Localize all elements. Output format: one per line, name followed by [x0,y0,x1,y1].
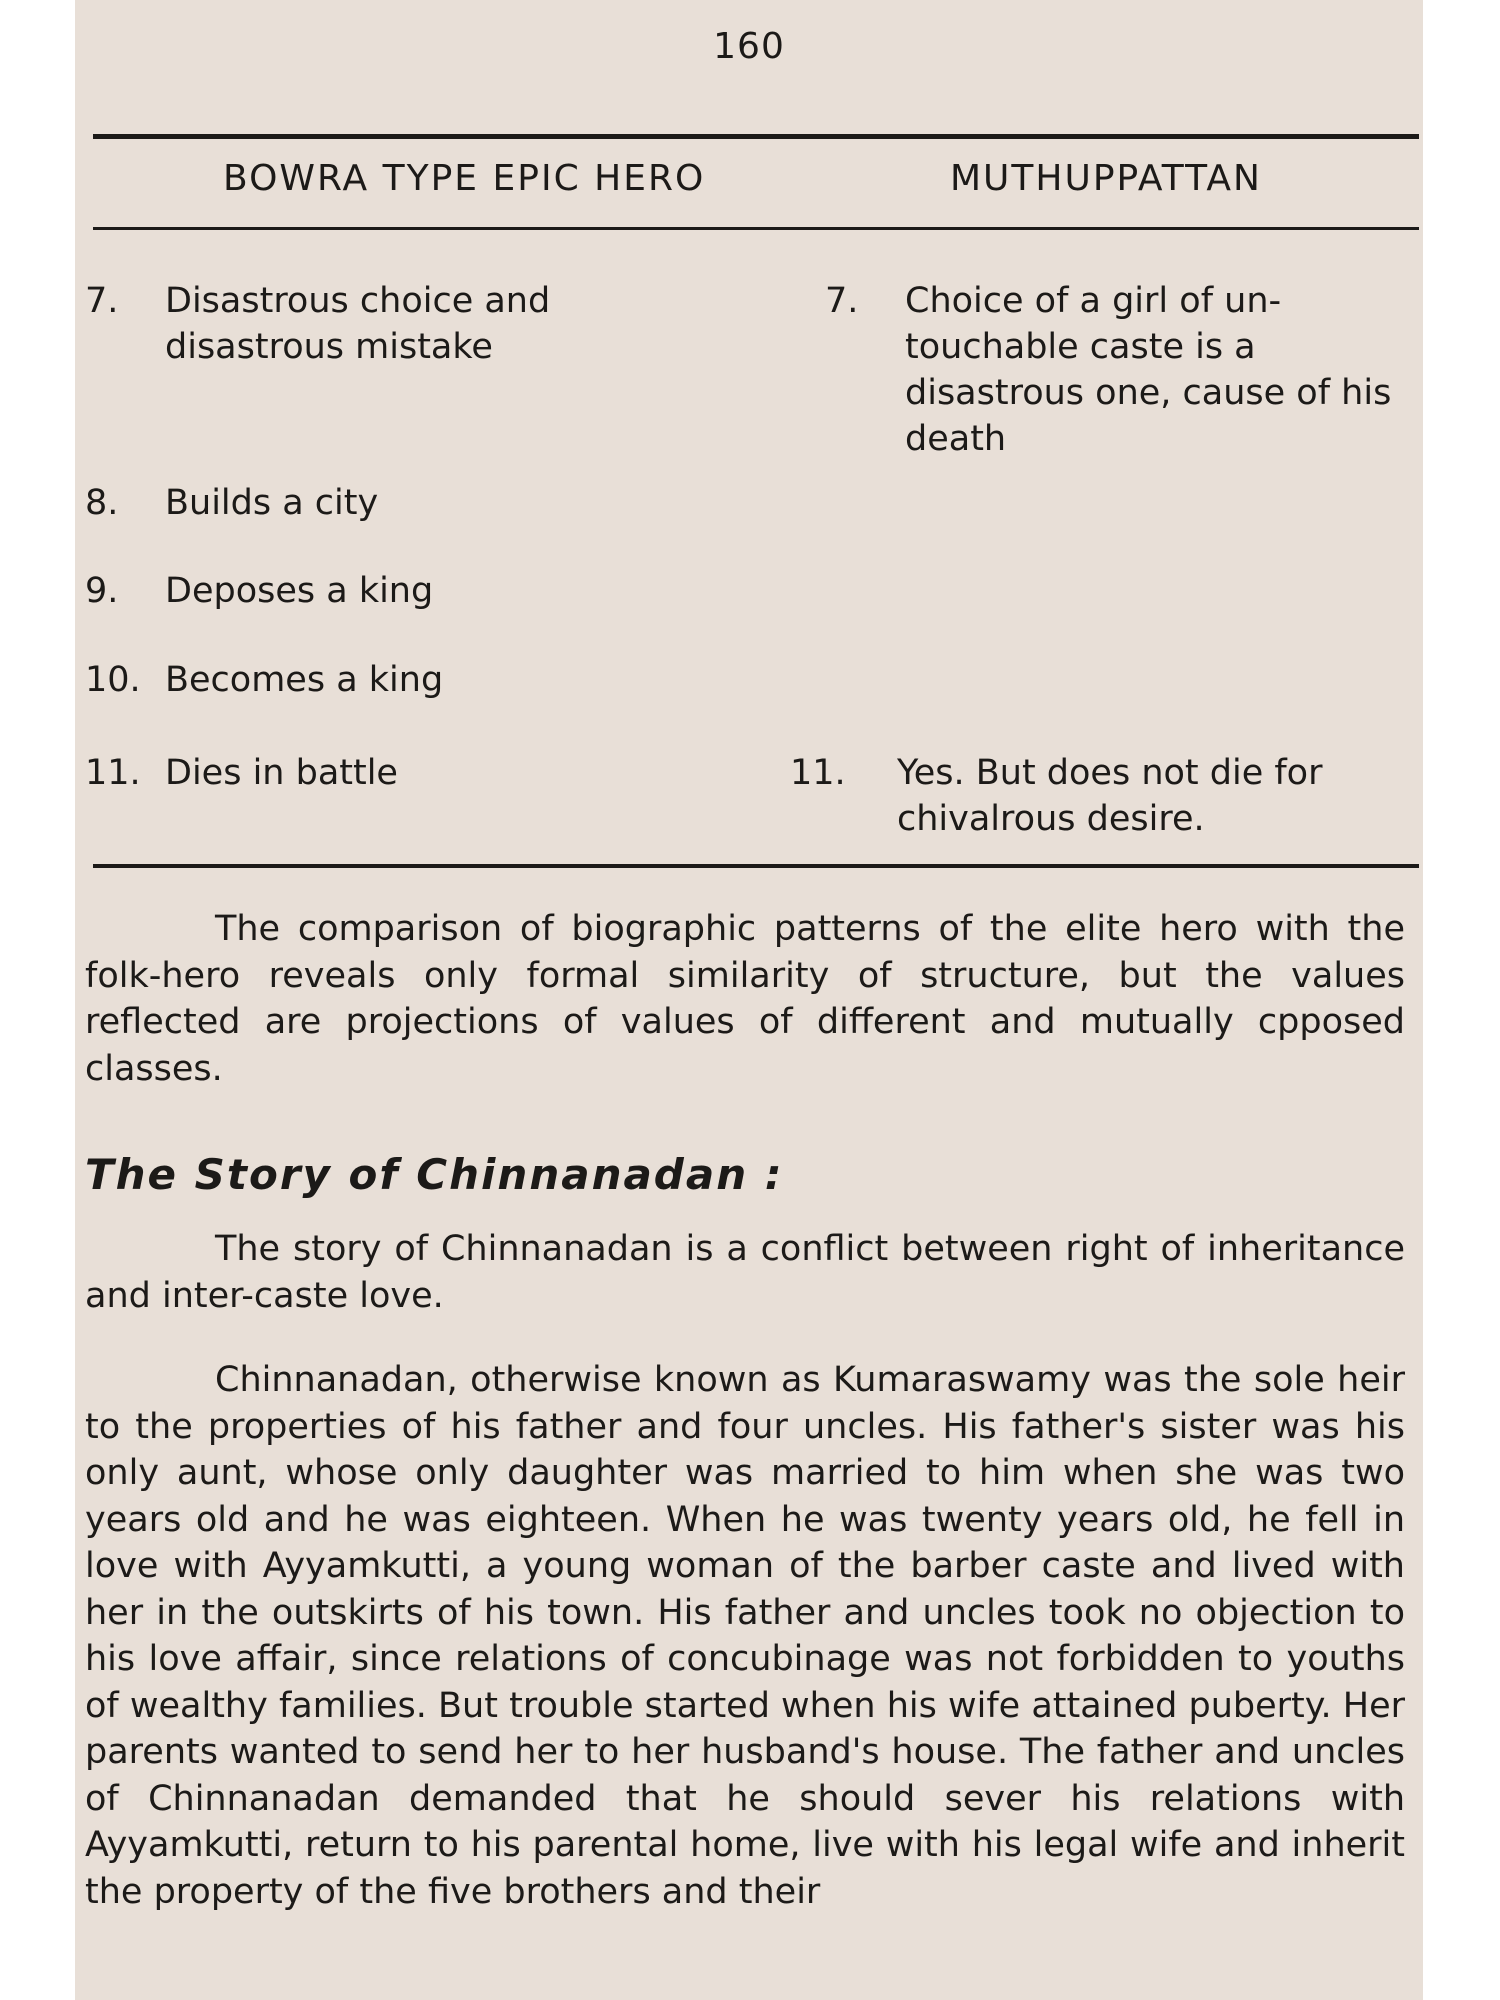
row-9-left-number: 9. [85,571,119,611]
story-intro-paragraph: The story of Chinnanadan is a conflict between right of inheritance and inter-caste love. [85,1229,1405,1316]
column-header-muthuppattan: MUTHUPPATTAN [950,158,1262,199]
row-7-left-number: 7. [85,281,119,321]
table-bottom-rule [93,864,1419,868]
page-number: 160 [713,26,785,67]
row-10-left-text: Becomes a king [165,660,444,700]
section-heading: The Story of Chinnanadan : [85,1150,784,1199]
story-body-paragraph: Chinnanadan, otherwise known as Kumaraswamy was the sole heir to the properties of his father and four uncles. His father's sister was his only aunt, whose only daughter was married to him when she was two years old and he was eighteen. When he was twenty years old, he fell in love with Ayyamkutti, a young woman of the barber caste and lived with her in the outskirts of his town. His father and uncles took no objection to his love affair, since relations of concubinage was not forbidden to youths of wealthy families. But trouble started when his wife attained puberty. Her parents wanted to send her to her husband's house. The father and uncles of Chinnanadan demanded that he should sever his relations with Ayyamkutti, return to his parental home, live with his legal wife and inherit the property of the five brothers and their [85,1360,1405,1912]
table-top-rule [93,134,1419,139]
book-page [75,0,1423,2000]
row-11-left-number: 11. [85,753,141,793]
row-11-left-text: Dies in battle [165,753,398,793]
row-10-left-number: 10. [85,660,141,700]
row-7-left-text: Disastrous choice and disastrous mistake [165,281,551,367]
row-7-right-number: 7. [825,281,859,321]
row-7-right-text: Choice of a girl of un-touchable caste is a disastrous one, cause of his death [905,281,1392,459]
table-header-rule [93,227,1419,230]
comparison-paragraph: The comparison of biographic patterns of the elite hero with the folk-hero reveals only formal similarity of structure, but the values reflected are projections of values of different and mutually cpposed classes. [85,909,1405,1089]
row-11-right-text: Yes. But does not die for chivalrous desire. [897,753,1323,839]
row-8-left-text: Builds a city [165,483,379,523]
row-9-left-text: Deposes a king [165,571,434,611]
column-header-bowra: BOWRA TYPE EPIC HERO [223,158,706,199]
row-11-right-number: 11. [790,753,846,793]
row-8-left-number: 8. [85,483,119,523]
